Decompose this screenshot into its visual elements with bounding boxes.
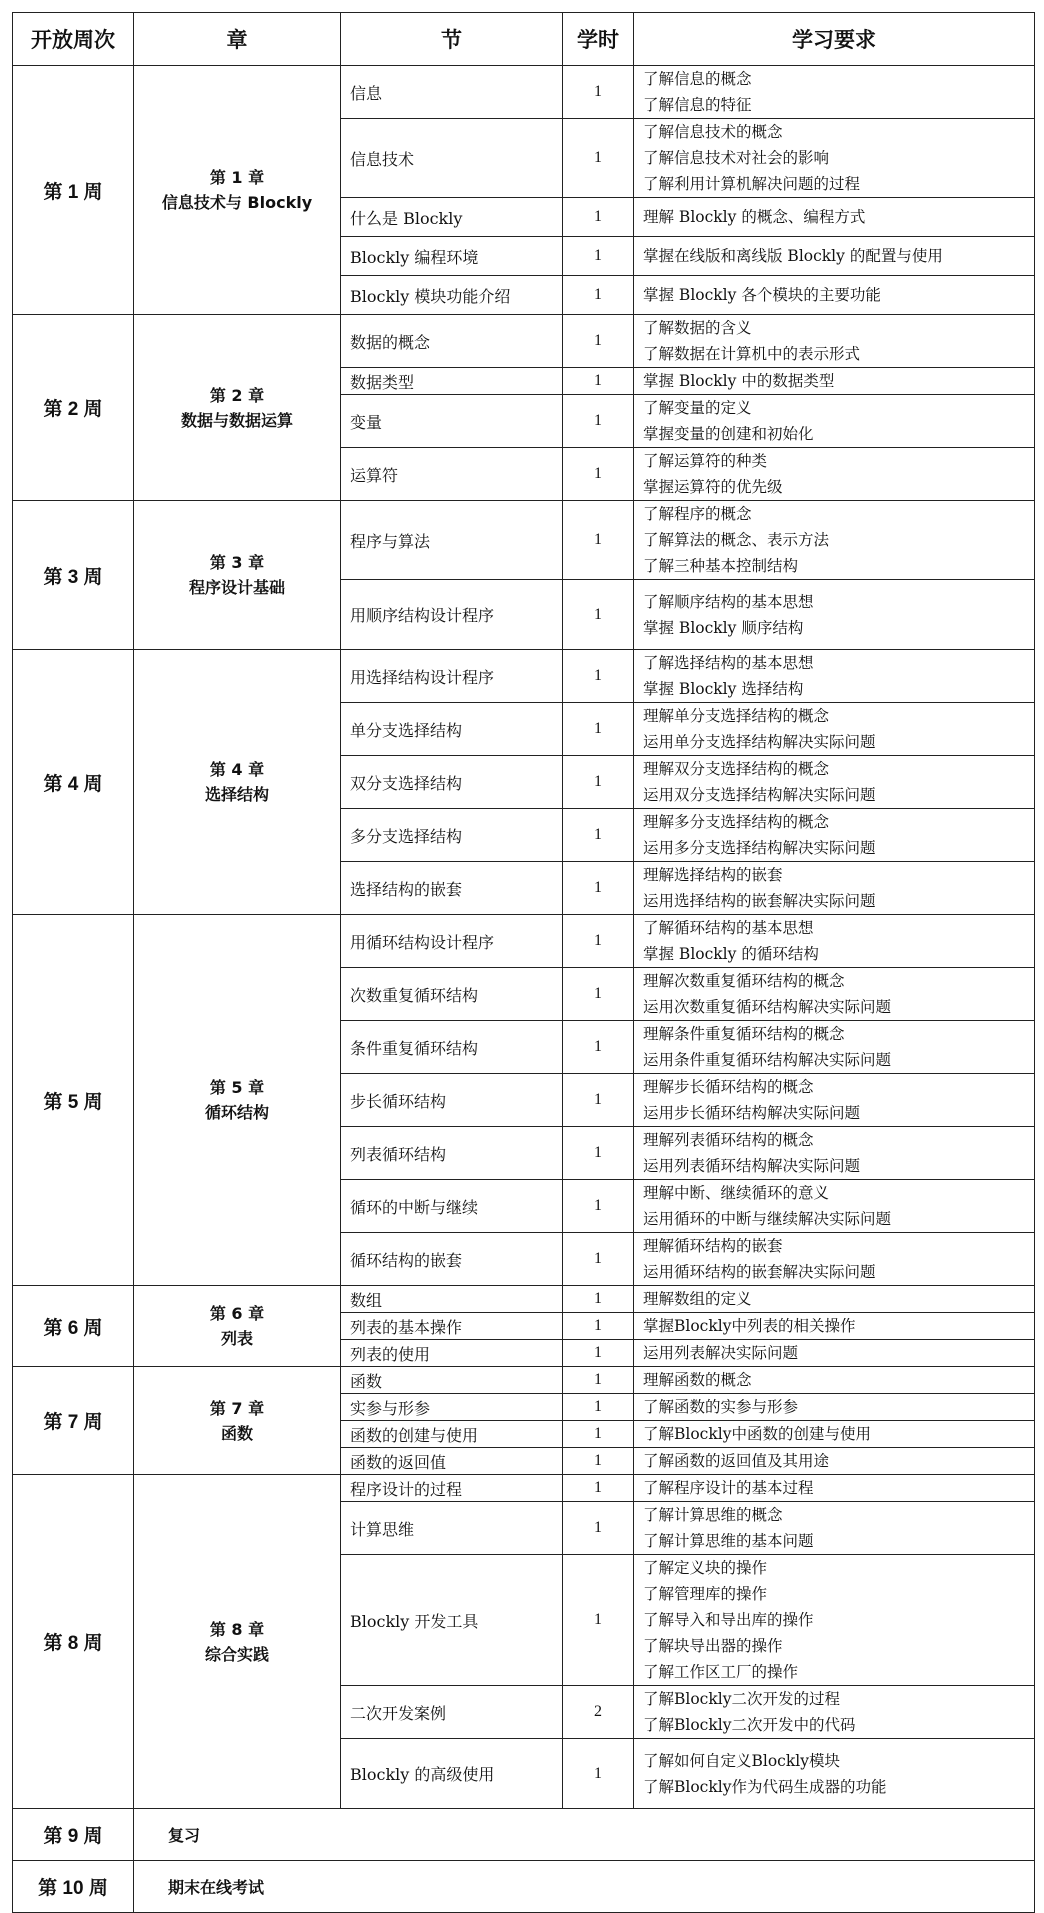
section-cell: 变量	[341, 395, 563, 448]
chapter-number: 第 3 章	[209, 553, 265, 572]
week-cell: 第 4 周	[13, 650, 134, 915]
week-cell: 第 10 周	[13, 1861, 134, 1913]
requirement-line: 了解顺序结构的基本思想	[643, 592, 814, 611]
activity-cell: 复习	[134, 1809, 1035, 1861]
header-row	[13, 13, 1035, 66]
section-cell: Blockly 模块功能介绍	[341, 276, 563, 315]
chapter-cell	[134, 1475, 341, 1809]
requirements-cell	[634, 1555, 1035, 1686]
header-chapter: 章	[134, 13, 341, 66]
section-cell: 实参与形参	[341, 1394, 563, 1421]
week-cell: 第 8 周	[13, 1475, 134, 1809]
section-cell: 计算思维	[341, 1502, 563, 1555]
section-cell: 运算符	[341, 448, 563, 501]
requirement-line: 了解计算思维的概念	[643, 1506, 783, 1524]
requirement-line: 理解 Blockly 的概念、编程方式	[643, 208, 866, 226]
section-cell: 程序与算法	[341, 501, 563, 580]
section-cell: 双分支选择结构	[341, 756, 563, 809]
hours-cell: 1	[563, 1233, 634, 1286]
requirements-cell	[634, 862, 1035, 915]
requirement-line: 运用循环的中断与继续解决实际问题	[643, 1210, 892, 1228]
requirement-line: 了解利用计算机解决问题的过程	[643, 175, 861, 193]
requirement-line: 了解工作区工厂的操作	[643, 1663, 799, 1681]
section-cell: Blockly 的高级使用	[341, 1739, 563, 1809]
requirement-line: 了解三种基本控制结构	[643, 557, 799, 575]
hours-cell: 1	[563, 1555, 634, 1686]
requirements-cell	[634, 1180, 1035, 1233]
schedule-table	[12, 12, 1035, 1913]
section-cell: 条件重复循环结构	[341, 1021, 563, 1074]
chapter-number: 第 4 章	[209, 760, 265, 779]
hours-cell: 1	[563, 1739, 634, 1809]
requirement-line: 了解算法的概念、表示方法	[643, 531, 830, 549]
section-cell: 什么是 Blockly	[341, 198, 563, 237]
requirement-line: 了解信息的概念	[643, 70, 752, 88]
chapter-number: 第 7 章	[209, 1398, 265, 1418]
chapter-title: 数据与数据运算	[180, 410, 293, 430]
requirements-cell	[634, 809, 1035, 862]
requirements-cell	[634, 1739, 1035, 1809]
requirement-line: 了解程序的概念	[643, 505, 752, 523]
hours-cell: 1	[563, 1180, 634, 1233]
hours-cell: 1	[563, 119, 634, 198]
requirements-cell	[634, 119, 1035, 198]
requirements-cell	[634, 501, 1035, 580]
requirements-cell	[634, 395, 1035, 448]
requirements-cell	[634, 580, 1035, 650]
week-cell: 第 9 周	[13, 1809, 134, 1861]
requirement-line: 了解数据的含义	[643, 319, 752, 337]
chapter-cell	[134, 650, 341, 915]
requirement-line: 了解信息的特征	[643, 96, 752, 114]
week-cell: 第 6 周	[13, 1286, 134, 1367]
chapter-cell	[134, 501, 341, 650]
hours-cell: 1	[563, 1475, 634, 1502]
requirement-line: 了解块导出器的操作	[643, 1637, 783, 1655]
requirement-line: 了解Blockly二次开发的过程	[643, 1690, 840, 1708]
requirements-cell	[634, 237, 1035, 276]
section-cell: 用顺序结构设计程序	[341, 580, 563, 650]
section-cell: 选择结构的嵌套	[341, 862, 563, 915]
chapter-number: 第 2 章	[209, 385, 265, 405]
week-cell: 第 7 周	[13, 1367, 134, 1475]
requirements-cell	[634, 315, 1035, 368]
table-row	[13, 315, 1035, 368]
chapter-title: 信息技术与 Blockly	[161, 193, 313, 212]
hours-cell: 1	[563, 1448, 634, 1475]
requirements-cell	[634, 915, 1035, 968]
section-cell: 多分支选择结构	[341, 809, 563, 862]
requirement-line: 了解如何自定义Blockly模块	[643, 1751, 840, 1770]
hours-cell: 1	[563, 809, 634, 862]
requirement-line: 理解列表循环结构的概念	[643, 1131, 814, 1149]
section-cell: 信息技术	[341, 119, 563, 198]
requirement-line: 理解条件重复循环结构的概念	[643, 1025, 845, 1043]
hours-cell: 1	[563, 1074, 634, 1127]
chapter-title: 程序设计基础	[188, 578, 285, 597]
header-section: 节	[341, 13, 563, 66]
schedule-body	[13, 66, 1035, 1913]
requirement-line: 理解单分支选择结构的概念	[643, 707, 830, 725]
requirement-line: 掌握 Blockly 的循环结构	[643, 945, 819, 963]
requirements-cell	[634, 1421, 1035, 1448]
requirement-line: 了解定义块的操作	[643, 1559, 768, 1577]
hours-cell: 1	[563, 1021, 634, 1074]
requirement-line: 了解Blockly二次开发中的代码	[643, 1716, 856, 1734]
requirement-line: 掌握 Blockly 选择结构	[643, 680, 804, 698]
requirement-line: 了解选择结构的基本思想	[643, 654, 814, 672]
hours-cell: 1	[563, 1394, 634, 1421]
section-cell: 程序设计的过程	[341, 1475, 563, 1502]
hours-cell: 1	[563, 1367, 634, 1394]
requirement-line: 运用多分支选择结构解决实际问题	[643, 839, 876, 857]
chapter-number: 第 5 章	[209, 1078, 265, 1097]
requirements-cell	[634, 1448, 1035, 1475]
table-row	[13, 501, 1035, 580]
requirement-line: 了解Blockly中函数的创建与使用	[643, 1425, 871, 1443]
hours-cell: 1	[563, 1421, 634, 1448]
table-row	[13, 1475, 1035, 1502]
hours-cell: 1	[563, 968, 634, 1021]
requirement-line: 运用循环结构的嵌套解决实际问题	[643, 1263, 876, 1281]
requirement-line: 运用列表循环结构解决实际问题	[643, 1157, 861, 1175]
requirements-cell	[634, 1394, 1035, 1421]
requirement-line: 理解步长循环结构的概念	[643, 1078, 814, 1096]
section-cell: 数据类型	[341, 368, 563, 395]
chapter-number: 第 8 章	[209, 1619, 265, 1639]
chapter-cell	[134, 1286, 341, 1367]
requirement-line: 了解信息技术的概念	[643, 123, 783, 141]
section-cell: 列表循环结构	[341, 1127, 563, 1180]
header-requirements: 学习要求	[634, 13, 1035, 66]
requirement-line: 了解管理库的操作	[643, 1585, 768, 1603]
requirement-line: 理解中断、继续循环的意义	[643, 1184, 830, 1202]
requirements-cell	[634, 276, 1035, 315]
requirement-line: 掌握Blockly中列表的相关操作	[643, 1317, 856, 1335]
requirements-cell	[634, 1286, 1035, 1313]
activity-cell: 期末在线考试	[134, 1861, 1035, 1913]
chapter-number: 第 1 章	[209, 168, 265, 187]
requirement-line: 掌握 Blockly 中的数据类型	[643, 372, 835, 390]
requirement-line: 掌握 Blockly 顺序结构	[643, 618, 804, 637]
requirement-line: 掌握运算符的优先级	[643, 478, 783, 496]
requirement-line: 了解Blockly作为代码生成器的功能	[643, 1777, 887, 1796]
requirement-line: 了解信息技术对社会的影响	[643, 149, 830, 167]
requirements-cell	[634, 650, 1035, 703]
requirements-cell	[634, 1313, 1035, 1340]
table-row	[13, 1809, 1035, 1861]
requirements-cell	[634, 1367, 1035, 1394]
hours-cell: 1	[563, 1127, 634, 1180]
requirement-line: 了解运算符的种类	[643, 452, 768, 470]
requirement-line: 掌握在线版和离线版 Blockly 的配置与使用	[643, 247, 943, 265]
requirement-line: 了解计算思维的基本问题	[643, 1532, 814, 1550]
requirement-line: 理解次数重复循环结构的概念	[643, 972, 845, 990]
requirements-cell	[634, 1502, 1035, 1555]
requirement-line: 了解变量的定义	[643, 399, 752, 417]
section-cell: 函数	[341, 1367, 563, 1394]
requirement-line: 运用条件重复循环结构解决实际问题	[643, 1051, 892, 1069]
table-row	[13, 66, 1035, 119]
section-cell: Blockly 编程环境	[341, 237, 563, 276]
hours-cell: 1	[563, 862, 634, 915]
requirements-cell	[634, 1233, 1035, 1286]
chapter-number: 第 6 章	[209, 1304, 265, 1323]
chapter-title: 循环结构	[204, 1103, 269, 1122]
hours-cell: 1	[563, 276, 634, 315]
week-cell: 第 3 周	[13, 501, 134, 650]
hours-cell: 1	[563, 237, 634, 276]
requirement-line: 运用列表解决实际问题	[643, 1344, 799, 1362]
table-row	[13, 650, 1035, 703]
requirements-cell	[634, 448, 1035, 501]
course-schedule	[12, 12, 1034, 1913]
section-cell: 函数的返回值	[341, 1448, 563, 1475]
requirements-cell	[634, 1475, 1035, 1502]
section-cell: 次数重复循环结构	[341, 968, 563, 1021]
requirements-cell	[634, 198, 1035, 237]
requirement-line: 运用双分支选择结构解决实际问题	[643, 786, 876, 804]
requirement-line: 了解数据在计算机中的表示形式	[643, 345, 861, 363]
hours-cell: 1	[563, 368, 634, 395]
table-row	[13, 915, 1035, 968]
section-cell: 信息	[341, 66, 563, 119]
chapter-cell	[134, 315, 341, 501]
requirement-line: 理解多分支选择结构的概念	[643, 813, 830, 831]
hours-cell: 1	[563, 580, 634, 650]
section-cell: 列表的使用	[341, 1340, 563, 1367]
requirements-cell	[634, 756, 1035, 809]
requirement-line: 掌握 Blockly 各个模块的主要功能	[643, 286, 881, 304]
chapter-title: 列表	[220, 1329, 253, 1348]
hours-cell: 1	[563, 315, 634, 368]
hours-cell: 1	[563, 1286, 634, 1313]
requirement-line: 运用步长循环结构解决实际问题	[643, 1104, 861, 1122]
section-cell: 单分支选择结构	[341, 703, 563, 756]
table-row	[13, 1286, 1035, 1313]
hours-cell: 1	[563, 703, 634, 756]
hours-cell: 1	[563, 1313, 634, 1340]
section-cell: 列表的基本操作	[341, 1313, 563, 1340]
requirement-line: 运用单分支选择结构解决实际问题	[643, 733, 876, 751]
chapter-cell	[134, 1367, 341, 1475]
week-cell: 第 5 周	[13, 915, 134, 1286]
hours-cell: 1	[563, 501, 634, 580]
requirements-cell	[634, 1686, 1035, 1739]
requirements-cell	[634, 368, 1035, 395]
requirement-line: 了解函数的实参与形参	[643, 1398, 799, 1416]
requirements-cell	[634, 1074, 1035, 1127]
chapter-title: 综合实践	[204, 1644, 269, 1664]
week-cell: 第 1 周	[13, 66, 134, 315]
section-cell: 步长循环结构	[341, 1074, 563, 1127]
week-cell: 第 2 周	[13, 315, 134, 501]
hours-cell: 1	[563, 1340, 634, 1367]
requirement-line: 理解循环结构的嵌套	[643, 1237, 783, 1255]
section-cell: 用循环结构设计程序	[341, 915, 563, 968]
section-cell: 用选择结构设计程序	[341, 650, 563, 703]
requirement-line: 运用选择结构的嵌套解决实际问题	[643, 892, 876, 910]
requirement-line: 了解函数的返回值及其用途	[643, 1452, 830, 1470]
requirements-cell	[634, 1340, 1035, 1367]
header-week: 开放周次	[13, 13, 134, 66]
chapter-title: 选择结构	[204, 785, 269, 804]
requirement-line: 理解函数的概念	[643, 1371, 752, 1389]
section-cell: Blockly 开发工具	[341, 1555, 563, 1686]
hours-cell: 1	[563, 756, 634, 809]
hours-cell: 1	[563, 448, 634, 501]
section-cell: 函数的创建与使用	[341, 1421, 563, 1448]
requirements-cell	[634, 1127, 1035, 1180]
requirement-line: 理解双分支选择结构的概念	[643, 760, 830, 778]
section-cell: 数组	[341, 1286, 563, 1313]
requirement-line: 理解数组的定义	[643, 1290, 752, 1308]
hours-cell: 1	[563, 915, 634, 968]
requirement-line: 运用次数重复循环结构解决实际问题	[643, 998, 892, 1016]
hours-cell: 1	[563, 650, 634, 703]
requirement-line: 掌握变量的创建和初始化	[643, 425, 814, 443]
table-row	[13, 1861, 1035, 1913]
section-cell: 循环的中断与继续	[341, 1180, 563, 1233]
section-cell: 数据的概念	[341, 315, 563, 368]
chapter-cell	[134, 66, 341, 315]
requirements-cell	[634, 66, 1035, 119]
chapter-cell	[134, 915, 341, 1286]
hours-cell: 1	[563, 1502, 634, 1555]
header-hours: 学时	[563, 13, 634, 66]
section-cell: 循环结构的嵌套	[341, 1233, 563, 1286]
requirements-cell	[634, 968, 1035, 1021]
hours-cell: 1	[563, 395, 634, 448]
section-cell: 二次开发案例	[341, 1686, 563, 1739]
requirements-cell	[634, 1021, 1035, 1074]
requirements-cell	[634, 703, 1035, 756]
chapter-title: 函数	[220, 1423, 253, 1443]
requirement-line: 了解程序设计的基本过程	[643, 1479, 814, 1497]
hours-cell: 2	[563, 1686, 634, 1739]
table-row	[13, 1367, 1035, 1394]
requirement-line: 了解导入和导出库的操作	[643, 1611, 814, 1629]
requirement-line: 了解循环结构的基本思想	[643, 919, 814, 937]
hours-cell: 1	[563, 66, 634, 119]
hours-cell: 1	[563, 198, 634, 237]
requirement-line: 理解选择结构的嵌套	[643, 866, 783, 884]
